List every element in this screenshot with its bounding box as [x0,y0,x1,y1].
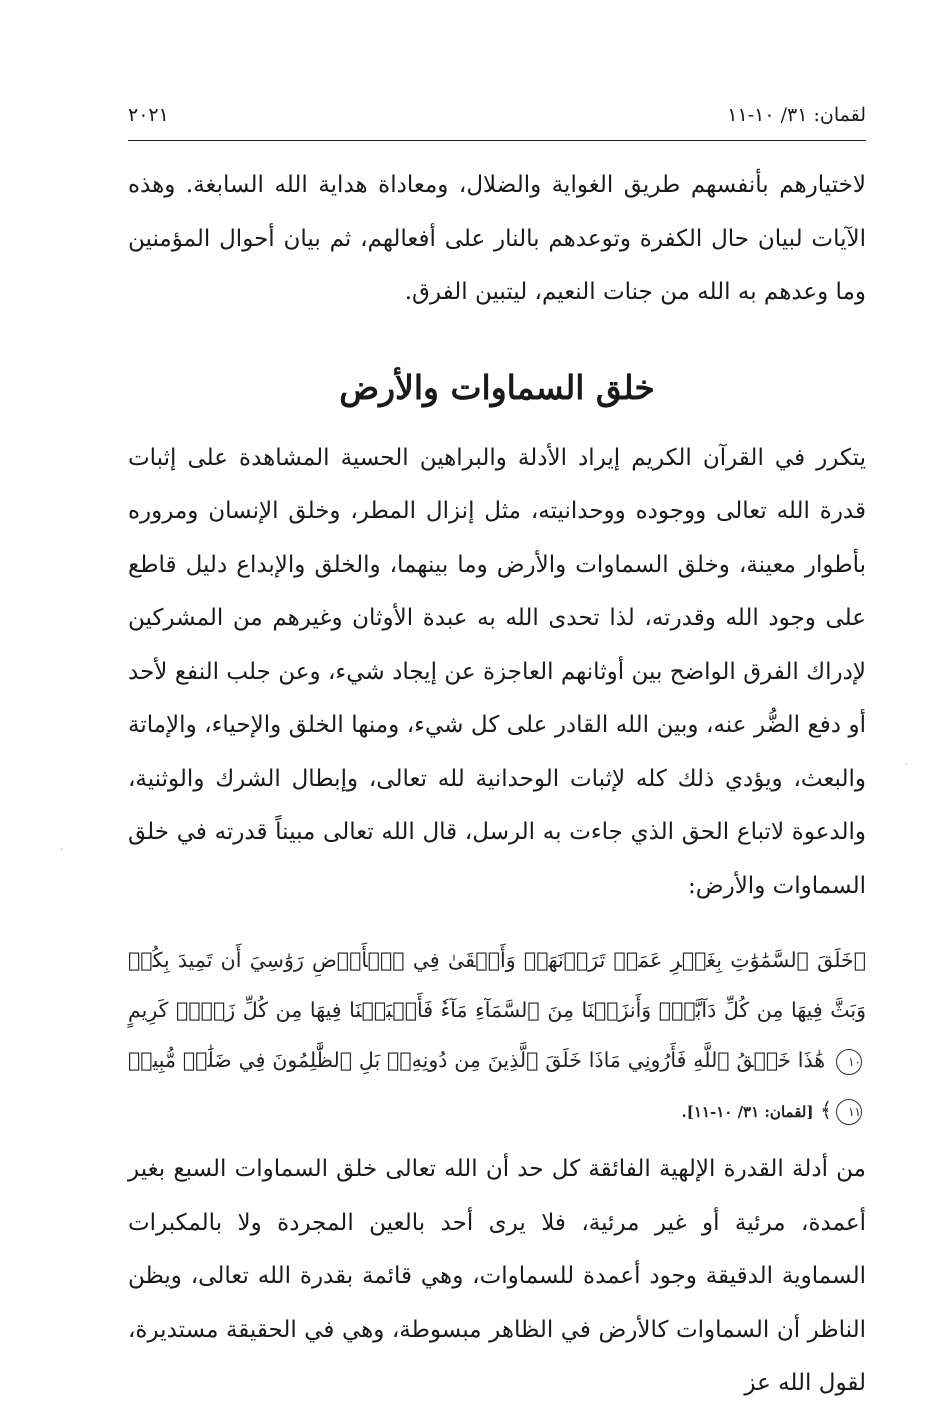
ayah-number-10: ١٠ [836,1049,862,1075]
book-page [128,88,866,1411]
intro-paragraph: لاختيارهم بأنفسهم طريق الغواية والضلال، ومعاداة هداية الله السابغة. وهذه الآيات لبيان حال الكفرة وتوعدهم بالنار على أفعالهم، ثم بيان أحوال المؤمنين وما وعدهم به الله من جنات النعيم، ليتبين الفرق. [128,172,866,305]
verse-close-bracket: ﴾ [819,1098,832,1122]
verse-citation: [لقمان: ٣١/ ١٠-١١]. [681,1103,814,1121]
verse-ayah-11: هَٰذَا خَلۡقُ ٱللَّهِ فَأَرُونِي مَاذَا خَلَقَ ٱلَّذِينَ مِن دُونِهِۦۚ بَلِ ٱلظَّٰلِمُونَ فِي ضَلَٰلٖ مُّبِينٖ [128,1048,826,1072]
scan-speck: · [905,760,909,771]
page-number: ٢٠٢١ [128,104,169,126]
surah-reference: لقمان: ٣١/ ١٠-١١ [727,104,866,126]
scan-speck: · [60,845,64,856]
quran-verse [128,935,866,1137]
ayah-number-11: ١١ [836,1099,862,1125]
section-paragraph: يتكرر في القرآن الكريم إيراد الأدلة والبراهين الحسية المشاهدة على إثبات قدرة الله تعالى ووجوده ووحدانيته، مثل إنزال المطر، وخلق الإنسان ومروره بأطوار معينة، وخلق السماوات والأرض وما بينهما، والخلق والإبداع دليل قاطع على وجود الله وقدرته، لذا تحدى الله به عبدة الأوثان وغيرهم من المشركين لإدراك الفرق الواضح بين أوثانهم العاجزة عن إيجاد شيء، وعن جلب النفع لأحد أو دفع الضُّر عنه، وبين الله القادر على كل شيء، ومنها الخلق والإحياء، والإماتة والبعث، ويؤدي ذلك كله لإثبات الوحدانية لله تعالى، وإبطال الشرك والوثنية، والدعوة لاتباع الحق الذي جاءت به الرسل، قال الله تعالى مبيناً قدرته في خلق السماوات والأرض: [128,444,866,899]
verse-open-bracket: ﴿ [853,948,866,972]
section-title: خلق السماوات والأرض [339,367,655,407]
closing-paragraph: من أدلة القدرة الإلهية الفائقة كل حد أن الله تعالى خلق السماوات السبع بغير أعمدة، مرئية أو غير مرئية، فلا يرى أحد بالعين المجردة ولا بالمكبرات السماوية الدقيقة وجود أعمدة للسماوات، وهي قائمة بقدرة الله تعالى، ويظن الناظر أن السماوات كالأرض في الظاهر مبسوطة، وهي في الحقيقة مستديرة، لقول الله عز [128,1156,866,1396]
running-header [128,88,866,141]
verse-ayah-10: خَلَقَ ٱلسَّمَٰوَٰتِ بِغَيۡرِ عَمَدٖ تَرَوۡنَهَاۖ وَأَلۡقَىٰ فِي ٱلۡأَرۡضِ رَوَٰسِيَ أَن تَمِيدَ بِكُمۡ وَبَثَّ فِيهَا مِن كُلِّ دَآبَّةٖۚ وَأَنزَلۡنَا مِنَ ٱلسَّمَآءِ مَآءٗ فَأَنۢبَتۡنَا فِيهَا مِن كُلِّ زَوۡجٖ كَرِيمٍ [128,948,866,1022]
